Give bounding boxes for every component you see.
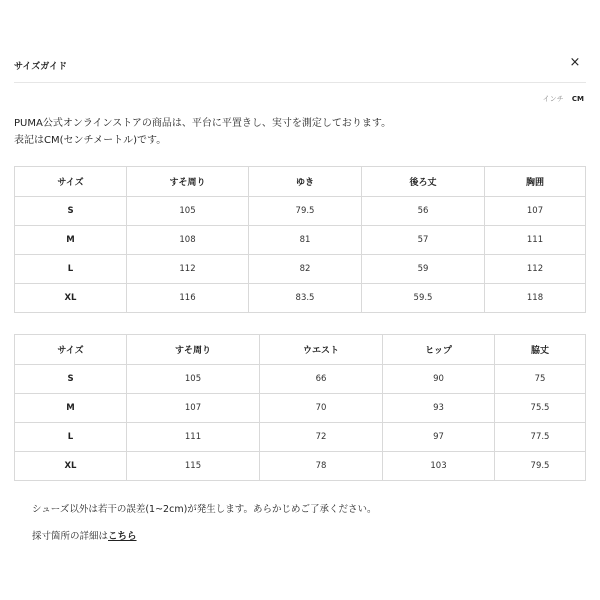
header-hem: すそ周り [127,167,249,197]
size-guide-title: サイズガイド [14,62,68,72]
table-row [15,452,586,481]
measurement-detail-link[interactable]: こちら [108,531,137,542]
value-cell: 59 [362,255,485,284]
size-cell: M [15,394,127,423]
size-cell: L [15,255,127,284]
header-sleeve: ゆき [249,167,362,197]
value-cell: 75.5 [495,394,586,423]
intro-line-1: PUMA公式オンラインストアの商品は、平台に平置きし、実寸を測定しております。 [14,118,392,129]
table-row [15,284,586,313]
close-icon[interactable]: × [569,55,581,70]
value-cell: 81 [249,226,362,255]
size-cell: XL [15,284,127,313]
table-row [15,255,586,284]
size-guide-header [14,55,586,83]
value-cell: 107 [127,394,260,423]
measurement-detail-text: 採寸箇所の詳細は [32,531,109,542]
tops-size-table [14,166,586,313]
table-header-row [15,167,586,197]
value-cell: 79.5 [249,197,362,226]
value-cell: 103 [383,452,495,481]
value-cell: 78 [260,452,383,481]
value-cell: 112 [127,255,249,284]
size-cell: S [15,197,127,226]
value-cell: 77.5 [495,423,586,452]
value-cell: 90 [383,365,495,394]
value-cell: 57 [362,226,485,255]
header-size: サイズ [15,335,127,365]
value-cell: 111 [127,423,260,452]
table-row [15,423,586,452]
size-cell: L [15,423,127,452]
table-row [15,226,586,255]
bottoms-size-table [14,334,586,481]
size-cell: XL [15,452,127,481]
value-cell: 59.5 [362,284,485,313]
size-cell: S [15,365,127,394]
value-cell: 72 [260,423,383,452]
table-row [15,394,586,423]
value-cell: 97 [383,423,495,452]
unit-inch-toggle[interactable]: インチ [542,95,564,103]
table-row [15,365,586,394]
value-cell: 70 [260,394,383,423]
value-cell: 107 [485,197,586,226]
value-cell: 116 [127,284,249,313]
value-cell: 118 [485,284,586,313]
measurement-detail [32,528,137,542]
intro-text [14,115,391,149]
unit-toggle [537,94,584,104]
tolerance-note: シューズ以外は若干の誤差(1~2cm)が発生します。あらかじめご了承ください。 [32,504,377,515]
value-cell: 115 [127,452,260,481]
header-hem: すそ周り [127,335,260,365]
unit-cm-toggle[interactable]: CM [571,95,584,103]
value-cell: 66 [260,365,383,394]
value-cell: 93 [383,394,495,423]
header-waist: ウエスト [260,335,383,365]
table-row [15,197,586,226]
value-cell: 105 [127,365,260,394]
value-cell: 112 [485,255,586,284]
value-cell: 83.5 [249,284,362,313]
intro-line-2: 表記はCM(センチメートル)です。 [14,135,167,146]
header-side-length: 脇丈 [495,335,586,365]
table-header-row [15,335,586,365]
value-cell: 56 [362,197,485,226]
header-size: サイズ [15,167,127,197]
header-back-length: 後ろ丈 [362,167,485,197]
value-cell: 79.5 [495,452,586,481]
value-cell: 108 [127,226,249,255]
value-cell: 82 [249,255,362,284]
header-chest: 胸囲 [485,167,586,197]
header-hip: ヒップ [383,335,495,365]
value-cell: 75 [495,365,586,394]
size-cell: M [15,226,127,255]
value-cell: 105 [127,197,249,226]
value-cell: 111 [485,226,586,255]
